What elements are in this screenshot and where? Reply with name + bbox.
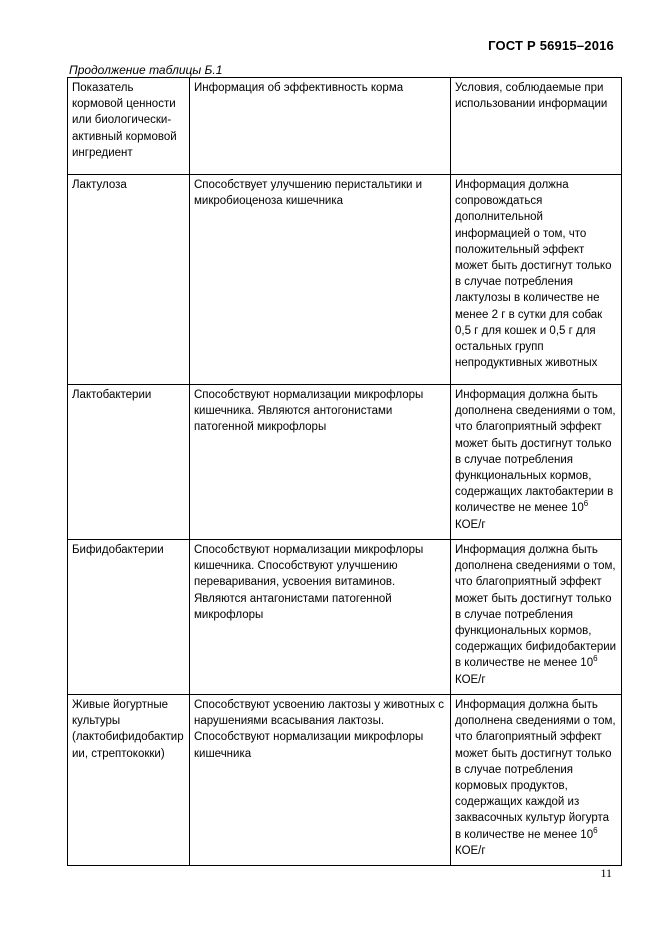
table-row bbox=[68, 695, 622, 866]
unit: КОЕ/г bbox=[455, 518, 486, 531]
conditions-text: Информация должна быть дополнена сведениями о том, что благоприятный эффект может быть достигнут только в случае потребления функциональных кормов, содержащих бифидобактерии в количестве не менее 10 bbox=[455, 544, 617, 670]
row-indicator: Бифидобактерии bbox=[68, 540, 190, 695]
row-conditions bbox=[451, 540, 622, 695]
unit: КОЕ/г bbox=[455, 844, 486, 857]
table-row bbox=[68, 385, 622, 540]
row-effect: Способствуют нормализации микрофлоры кишечника. Способствуют улучшению переваривания, усвоения витаминов. Являются антагонистами патогенной микрофлоры bbox=[190, 540, 451, 695]
row-conditions bbox=[451, 385, 622, 540]
exponent: 6 bbox=[583, 499, 589, 509]
column-header-conditions: Условия, соблюдаемые при использовании информации bbox=[451, 78, 622, 175]
row-indicator: Живые йогуртные культуры (лактобифидобактирии, стрептококки) bbox=[68, 695, 190, 866]
column-header-indicator: Показатель кормовой ценности или биологически-активный кормовой ингредиент bbox=[68, 78, 190, 175]
feed-efficiency-table bbox=[67, 77, 622, 866]
row-conditions: Информация должна сопровождаться дополнительной информацией о том, что положительный эффект может быть достигнут только в случае потребления лактулозы в количестве не менее 2 г в сутки для собак 0,5 г для кошек и 0,5 г для остальных групп непродуктивных животных bbox=[451, 175, 622, 385]
row-effect: Способствуют усвоению лактозы у животных с нарушениями всасывания лактозы. Способствуют нормализации микрофлоры кишечника bbox=[190, 695, 451, 866]
table-row bbox=[68, 540, 622, 695]
table-caption: Продолжение таблицы Б.1 bbox=[69, 63, 223, 77]
conditions-text: Информация должна быть дополнена сведениями о том, что благоприятный эффект может быть достигнут только в случае потребления функциональных кормов, содержащих лактобактерии в количестве не менее 10 bbox=[455, 389, 616, 515]
page-number: 11 bbox=[600, 866, 612, 880]
unit: КОЕ/г bbox=[455, 673, 486, 686]
document-code: ГОСТ Р 56915–2016 bbox=[488, 38, 614, 53]
table-row bbox=[68, 175, 622, 385]
row-indicator: Лактобактерии bbox=[68, 385, 190, 540]
row-effect: Способствуют нормализации микрофлоры кишечника. Являются антогонистами патогенной микрофлоры bbox=[190, 385, 451, 540]
exponent: 6 bbox=[593, 654, 598, 664]
row-effect: Способствует улучшению перистальтики и микробиоценоза кишечника bbox=[190, 175, 451, 385]
conditions-text: Информация должна быть дополнена сведениями о том, что благоприятный эффект может быть достигнут только в случае потребления кормовых продуктов, содержащих каждой из заквасочных культур йогурта в количестве не менее 10 bbox=[455, 699, 616, 841]
column-header-effect: Информация об эффективность корма bbox=[190, 78, 451, 175]
exponent: 6 bbox=[593, 825, 598, 835]
row-indicator: Лактулоза bbox=[68, 175, 190, 385]
row-conditions bbox=[451, 695, 622, 866]
table-header-row bbox=[68, 78, 622, 175]
